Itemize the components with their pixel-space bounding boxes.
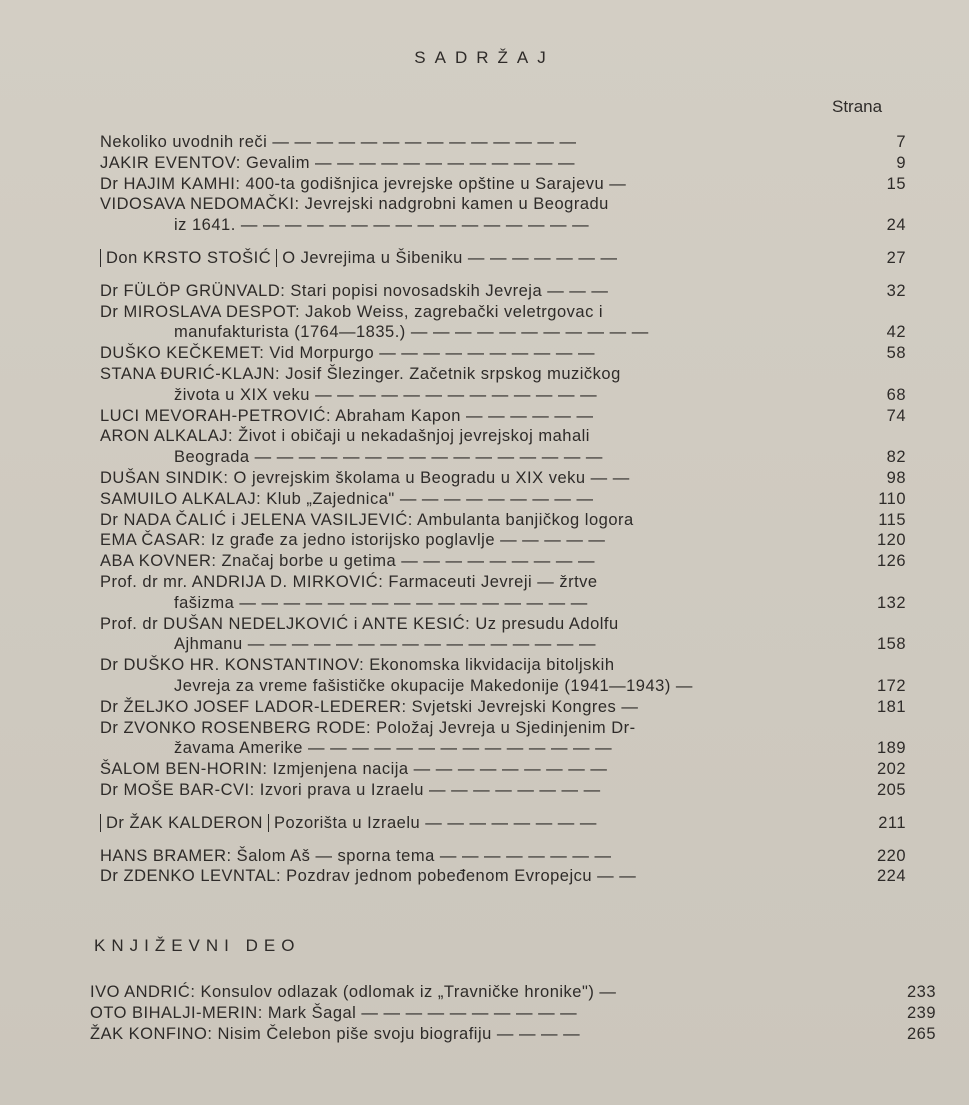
page-number: 189: [876, 739, 906, 758]
toc-entry: [100, 780, 906, 801]
page-number: 27: [886, 248, 906, 267]
toc-entry: [100, 153, 906, 174]
toc-entry-text: Dr ŽAK KALDERON Pozorišta u Izraelu — — — — — — — —: [100, 813, 850, 834]
spacer: [100, 236, 900, 248]
page-number: 126: [876, 552, 906, 571]
toc-entry: [100, 866, 906, 887]
toc-entry-text: Nekoliko uvodnih reči — — — — — — — — — — — — — —: [100, 133, 577, 151]
page-number: 158: [876, 635, 906, 654]
toc-entry-text: Dr DUŠKO HR. KONSTANTINOV: Ekonomska likvidacija bitoljskih: [100, 656, 615, 675]
toc-entry: [100, 614, 906, 656]
toc-entry-text: EMA ČASAR: Iz građe za jedno istorijsko poglavlje — — — — —: [100, 531, 606, 550]
toc-entry-text: LUCI MEVORAH-PETROVIĆ: Abraham Kapon — — — — — —: [100, 406, 594, 425]
toc-entry: [100, 281, 906, 302]
toc-entry: [100, 510, 906, 531]
toc-entry-text: Prof. dr mr. ANDRIJA D. MIRKOVIĆ: Farmaceuti Jevreji — žrtve: [100, 572, 598, 591]
page-number: 7: [896, 133, 906, 151]
page-number: 132: [876, 593, 906, 612]
toc-entry: [100, 468, 906, 489]
page-number: 110: [878, 489, 906, 508]
page-number: 172: [876, 676, 906, 695]
page-number: 120: [876, 531, 906, 550]
toc-entry-text: DUŠKO KEČKEMET: Vid Morpurgo — — — — — — — — — —: [100, 344, 595, 363]
page-title: SADRŽAJ: [414, 48, 555, 67]
toc-entry-text: Dr ZDENKO LEVNTAL: Pozdrav jednom pobeđenom Evropejcu — —: [100, 867, 637, 886]
toc-entry: [100, 489, 906, 510]
spacer: [100, 801, 900, 813]
page-number: 98: [886, 468, 906, 487]
toc-entry-text: žavama Amerike — — — — — — — — — — — — — —: [174, 739, 613, 758]
page-number: 82: [886, 448, 906, 467]
page-number: 9: [896, 153, 906, 172]
page-number: 24: [886, 216, 906, 235]
toc-entry-text: fašizma — — — — — — — — — — — — — — — —: [174, 593, 588, 612]
toc-entry: [100, 364, 906, 406]
toc-entry-text: IVO ANDRIĆ: Konsulov odlazak (odlomak iz „Travničke hronike") —: [90, 983, 617, 1001]
page-number: 211: [878, 813, 906, 832]
toc-entry: [100, 697, 906, 718]
toc-entry: [90, 1024, 936, 1045]
toc-entry-text: JAKIR EVENTOV: Gevalim — — — — — — — — — — — —: [100, 153, 575, 172]
toc-entry-text: ABA KOVNER: Značaj borbe u getima — — — — — — — — —: [100, 552, 595, 571]
toc-entry-text: Beograda — — — — — — — — — — — — — — — —: [174, 448, 603, 467]
table-of-contents: [100, 132, 906, 887]
toc-entry-text: Prof. dr DUŠAN NEDELJKOVIĆ i ANTE KESIĆ: Uz presudu Adolfu: [100, 614, 619, 633]
toc-entry-text: života u XIX veku — — — — — — — — — — — — —: [174, 385, 598, 404]
toc-entry: [100, 132, 906, 153]
page-number: 265: [906, 1024, 936, 1043]
page-number: 115: [878, 510, 906, 529]
toc-entry-text: Dr MIROSLAVA DESPOT: Jakob Weiss, zagrebački veletrgovac i: [100, 302, 604, 321]
toc-entry: [100, 343, 906, 364]
boxed-author-name: Don KRSTO STOŠIĆ: [100, 249, 277, 267]
toc-entry: [100, 530, 906, 551]
toc-entry-text: Dr ZVONKO ROSENBERG RODE: Položaj Jevreja u Sjedinjenim Dr-: [100, 718, 636, 737]
toc-entry-text: Dr MOŠE BAR-CVI: Izvori prava u Izraelu — — — — — — — —: [100, 780, 601, 799]
page-number: 224: [876, 867, 906, 886]
toc-entry: [100, 572, 906, 614]
toc-entry: [100, 846, 906, 867]
page-number: 15: [886, 174, 906, 193]
toc-entry: [100, 302, 906, 344]
toc-entry-text: VIDOSAVA NEDOMAČKI: Jevrejski nadgrobni kamen u Beogradu: [100, 195, 609, 214]
toc-entry-text: Dr ŽELJKO JOSEF LADOR-LEDERER: Svjetski Jevrejski Kongres —: [100, 697, 639, 716]
toc-entry: [100, 759, 906, 780]
toc-entry-text: manufakturista (1764—1835.) — — — — — — — — — — —: [174, 323, 649, 342]
toc-entry-text: Ajhmanu — — — — — — — — — — — — — — — —: [174, 635, 596, 654]
toc-entry-text: Jevreja za vreme fašističke okupacije Makedonije (1941—1943) —: [174, 676, 693, 695]
toc-entry: [100, 718, 906, 760]
page-number: 233: [906, 983, 936, 1001]
toc-entry: [90, 1003, 936, 1024]
toc-entry-text: ŠALOM BEN-HORIN: Izmjenjena nacija — — — — — — — — —: [100, 760, 608, 779]
page-number: 220: [876, 846, 906, 865]
toc-entry: [100, 248, 906, 269]
page-number: 74: [886, 406, 906, 425]
toc-entry-text: Don KRSTO STOŠIĆ O Jevrejima u Šibeniku — — — — — — —: [100, 248, 850, 269]
page-column-label: Strana: [832, 97, 883, 116]
toc-entry: [100, 551, 906, 572]
toc-entry-text: Dr FÜLÖP GRÜNVALD: Stari popisi novosadskih Jevreja — — —: [100, 281, 609, 300]
literary-contents: [90, 982, 936, 1044]
toc-entry-text: iz 1641. — — — — — — — — — — — — — — — —: [174, 216, 590, 235]
page-number: 58: [886, 344, 906, 363]
page-number: 181: [876, 697, 906, 716]
toc-entry-text: Dr HAJIM KAMHI: 400-ta godišnjica jevrejske opštine u Sarajevu —: [100, 174, 627, 193]
page-number: 202: [876, 760, 906, 779]
toc-entry-text: STANA ĐURIĆ-KLAJN: Josif Šlezinger. Začetnik srpskog muzičkog: [100, 364, 621, 383]
toc-entry: [100, 406, 906, 427]
toc-entry: [100, 194, 906, 236]
toc-entry-text: HANS BRAMER: Šalom Aš — sporna tema — — — — — — — —: [100, 846, 612, 865]
spacer: [100, 269, 900, 281]
toc-entry-text: SAMUILO ALKALAJ: Klub „Zajednica" — — — — — — — — —: [100, 489, 594, 508]
toc-entry-text: DUŠAN SINDIK: O jevrejskim školama u Beogradu u XIX veku — —: [100, 468, 630, 487]
toc-entry-text: OTO BIHALJI-MERIN: Mark Šagal — — — — — — — — — —: [90, 1003, 578, 1022]
toc-entry: [100, 813, 906, 834]
toc-entry-text: ŽAK KONFINO: Nisim Čelebon piše svoju biografiju — — — —: [90, 1024, 581, 1043]
page-number: 68: [886, 385, 906, 404]
toc-entry-text: Dr NADA ČALIĆ i JELENA VASILJEVIĆ: Ambulanta banjičkog logora: [100, 510, 634, 529]
toc-entry: [100, 174, 906, 195]
page-number: 205: [876, 780, 906, 799]
section-heading: KNJIŽEVNI DEO: [94, 936, 301, 955]
page-number: 239: [906, 1003, 936, 1022]
page-number: 42: [886, 323, 906, 342]
toc-entry: [100, 426, 906, 468]
boxed-author-name: Dr ŽAK KALDERON: [100, 814, 269, 832]
toc-entry: [90, 982, 936, 1003]
page-number: 32: [886, 281, 906, 300]
toc-entry: [100, 655, 906, 697]
toc-entry-text: ARON ALKALAJ: Život i običaji u nekadašnjoj jevrejskoj mahali: [100, 427, 590, 446]
spacer: [100, 834, 900, 846]
